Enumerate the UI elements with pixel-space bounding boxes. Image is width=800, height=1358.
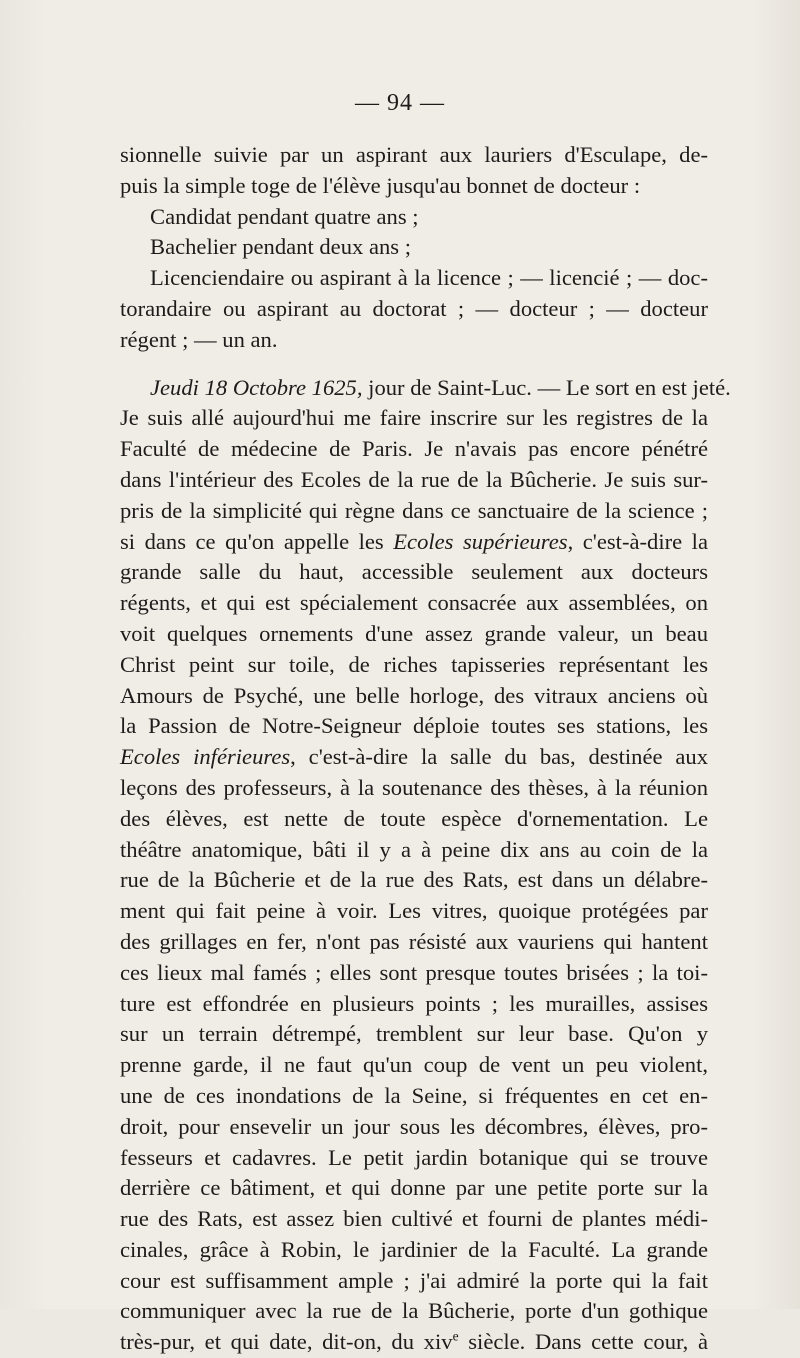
text-line: ture est effondrée en plusieurs points ; les murailles, assises [120,990,708,1016]
text-line: sionnelle suivie par un aspirant aux lauriers d'Esculape, de- [120,142,708,167]
text-line: rue des Rats, est assez bien cultivé et fourni de plantes médi- [120,1206,708,1232]
text-line: rue de la Bûcherie et de la rue des Rats, est dans un délabre- [120,867,708,893]
text-line: puis la simple toge de l'élève jusqu'au bonnet de docteur : [120,172,641,198]
page-number: — 94 — [355,90,445,116]
text-segment: jour de Saint-Luc. — Le sort en est jeté. [362,374,731,400]
text-line: cour est suffisamment ample ; j'ai admiré la porte qui la fait [120,1267,708,1293]
text-segment: , c'est-à-dire la salle du bas, destinée aux [290,744,708,770]
superscript: e [452,1328,459,1344]
diary-date: Jeudi 18 Octobre 1625, [150,374,363,400]
text-line: Bachelier pendant deux ans ; [150,234,411,260]
text-line: régents, et qui est spécialement consacrée aux assemblées, on [120,590,708,616]
text-line: régent ; — un an. [120,326,278,352]
text-line: prenne garde, il ne faut qu'un coup de vent un peu violent, [120,1052,708,1078]
text-line: sur un terrain détrempé, tremblent sur leur base. Qu'on y [120,1021,708,1047]
text-line: ces lieux mal famés ; elles sont presque toutes brisées ; la toi- [120,959,708,985]
italic-term: Ecoles inférieures [120,744,291,770]
text-line: des grillages en fer, n'ont pas résisté aux vauriens qui hantent [120,928,708,954]
text-line: leçons des professeurs, à la soutenance des thèses, à la réunion [120,774,708,800]
italic-term: Ecoles supérieures [393,528,568,554]
text-line: cinales, grâce à Robin, le jardinier de la Faculté. La grande [120,1236,708,1262]
text-line: la Passion de Notre-Seigneur déploie toutes ses stations, les [120,713,708,739]
text-line: théâtre anatomique, bâti il y a à peine dix ans au coin de la [120,836,708,862]
text-line: voit quelques ornements d'une assez grande valeur, un beau [120,620,708,646]
text-line: Licenciendaire ou aspirant à la licence ; — licencié ; — doc- [150,265,708,291]
text-line: Christ peint sur toile, de riches tapisseries représentant les [120,651,708,677]
text-line: ment qui fait peine à voir. Les vitres, quoique protégées par [120,898,708,924]
text-line [120,527,708,558]
text-line: torandaire ou aspirant au doctorat ; — docteur ; — docteur [120,295,708,321]
text-line: derrière ce bâtiment, et qui donne par une petite porte sur la [120,1175,708,1201]
text-line: des élèves, est nette de toute espèce d'ornementation. Le [120,805,708,831]
text-segment: siècle. Dans cette cour, à [458,1329,708,1355]
text-segment: , c'est-à-dire la [567,528,708,554]
text-line: pris de la simplicité qui règne dans ce sanctuaire de la science ; [120,497,708,523]
text-line: une de ces inondations de la Seine, si fréquentes en cet en- [120,1082,708,1108]
text-line [120,373,731,404]
text-line: Je suis allé aujourd'hui me faire inscrire sur les registres de la [120,405,708,431]
text-line: Faculté de médecine de Paris. Je n'avais pas encore pénétré [120,436,708,462]
text-line [120,742,708,773]
text-segment: très-pur, et qui date, dit-on, du xiv [120,1329,453,1355]
text-line: droit, pour ensevelir un jour sous les décombres, élèves, pro- [120,1113,708,1139]
body-text [120,140,731,1358]
text-line: Amours de Psyché, une belle horloge, des vitraux anciens où [120,682,708,708]
text-line: Candidat pendant quatre ans ; [150,203,419,229]
text-segment: si dans ce qu'on appelle les [120,528,394,554]
text-line: fesseurs et cadavres. Le petit jardin botanique qui se trouve [120,1144,708,1170]
text-line [120,1327,708,1358]
text-line: dans l'intérieur des Ecoles de la rue de la Bûcherie. Je suis sur- [120,466,708,492]
text-line: grande salle du haut, accessible seulement aux docteurs [120,559,708,585]
text-line: communiquer avec la rue de la Bûcherie, porte d'un gothique [120,1298,708,1324]
